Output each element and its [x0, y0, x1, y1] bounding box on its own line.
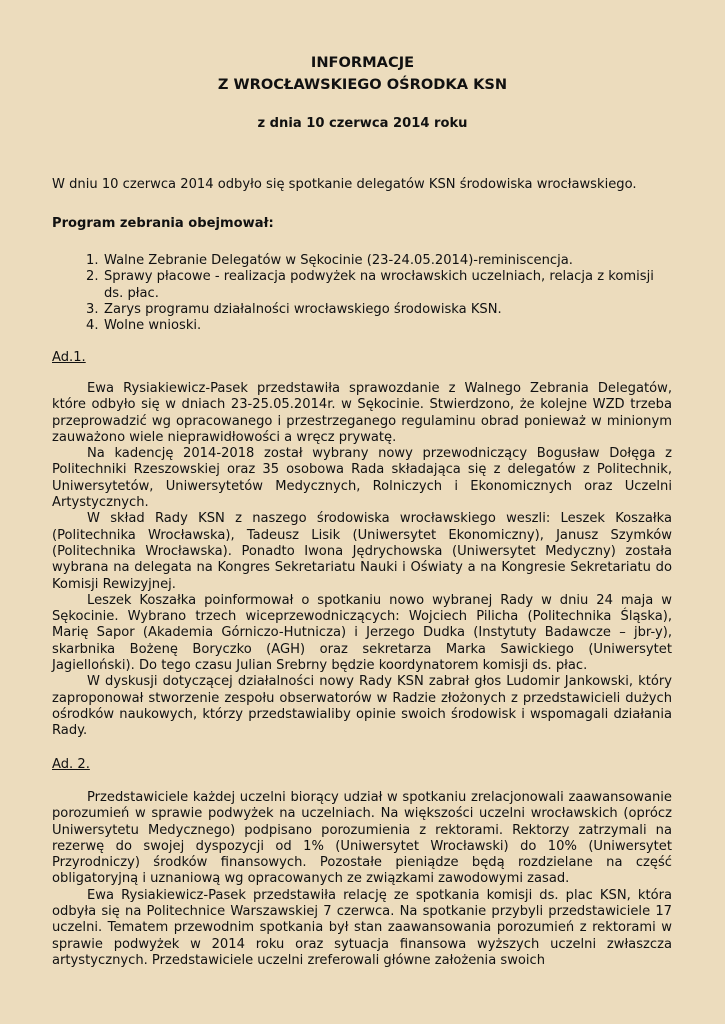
paragraph: Na kadencję 2014-2018 został wybrany nowy przewodniczący Bogusław Dołęga z Politechniki Rzeszowskiej oraz 35 osobowa Rada składająca się z delegatów z Politechnik, Uniwersytetów, Uniwersytetów Medycznych, Rolniczych i Ekonomicznych oraz Uczelni Artystycznych. [52, 446, 672, 511]
paragraph: Leszek Koszałka poinformował o spotkaniu nowo wybranej Rady w dniu 24 maja w Sękocinie. Wybrano trzech wiceprzewodniczących: Wojciech Pilicha (Politechnika Śląska), Marię Sapor (Akademia Górniczo-Hutnicza) i Jerzego Dudka (Instytuty Badawcze – jbr-y), skarbnika Bożenę Boryczko (AGH) oraz sekretarza Marka Sawickiego (Uniwersytet Jagielloński). Do tego czasu Julian Srebrny będzie koordynatorem komisji ds. płac. [52, 592, 672, 674]
agenda-item-number: 2. [86, 269, 99, 285]
program-heading: Program zebrania obejmował: [52, 216, 274, 231]
agenda-item-number: 4. [86, 318, 99, 334]
agenda-item [86, 318, 676, 334]
section-heading-ad2: Ad. 2. [52, 757, 90, 772]
agenda-item-number: 3. [86, 301, 99, 317]
agenda-item-number: 1. [86, 253, 99, 268]
agenda-item [86, 269, 676, 302]
agenda-item-text: Sprawy płacowe - realizacja podwyżek na wrocławskich uczelniach, relacja z komisji ds. płac. [104, 269, 654, 301]
paragraph: Ewa Rysiakiewicz-Pasek przedstawiła relację ze spotkania komisji ds. plac KSN, która odbyła się na Politechnice Warszawskiej 7 czerwca. Na spotkanie przybyli przedstawiciele 17 uczelni. Tematem przewodnim spotkania był stan zaawansowania porozumień z rektorami w sprawie podwyżek w 2014 roku oraz sytuacja finansowa wyższych uczelni zwłaszcza artystycznych. Przedstawiciele uczelni zreferowali główne założenia swoich [52, 887, 672, 968]
agenda-list [86, 253, 676, 334]
section-ad2-body [52, 790, 672, 969]
section-heading-ad1: Ad.1. [52, 350, 86, 365]
agenda-item-text: Walne Zebranie Delegatów w Sękocinie (23-24.05.2014)-reminiscencja. [104, 253, 573, 268]
paragraph: W dyskusji dotyczącej działalności nowy Rady KSN zabrał głos Ludomir Jankowski, który zaproponował stworzenie zespołu obserwatorów w Radzie złożonych z przedstawicieli dużych ośrodków naukowych, którzy przedstawialiby opinie swoich środowisk i wspomagali działania Rady. [52, 674, 672, 739]
paragraph: Przedstawiciele każdej uczelni biorący udział w spotkaniu zrelacjonowali zaawansowanie porozumień w sprawie podwyżek na uczelniach. Na większości uczelni wrocławskich (oprócz Uniwersytetu Medycznego) podpisano porozumienia z rektorami. Rektorzy zatrzymali na rezerwę do swojej dyspozycji od 1% (Uniwersytet Wrocławski) do 10% (Uniwersytet Przyrodniczy) środków finansowych. Pozostałe pieniądze będą rozdzielane na część obligatoryjną i uznaniową wg opracowanych ze związkami zawodowymi zasad. [52, 790, 672, 887]
document-title-line-2: Z WROCŁAWSKIEGO OŚRODKA KSN [217, 76, 508, 93]
document-title-line-1: INFORMACJE [310, 54, 415, 71]
agenda-item-text: Wolne wnioski. [104, 318, 202, 334]
section-ad1-body [52, 381, 672, 740]
paragraph: Ewa Rysiakiewicz-Pasek przedstawiła sprawozdanie z Walnego Zebrania Delegatów, które odbyło się w dniach 23-25.05.2014r. w Sękocinie. Stwierdzono, że kolejne WZD trzeba przeprowadzić wg opracowanego i przestrzeganego regulaminu obrad ponieważ w minionym zauważono wiele nieprawidłowości a wręcz prywatę. [52, 381, 672, 445]
paragraph: W skład Rady KSN z naszego środowiska wrocławskiego weszli: Leszek Koszałka (Politechnika Wrocławska), Tadeusz Lisik (Uniwersytet Ekonomiczny), Janusz Szymków (Politechnika Wrocławska). Ponadto Iwona Jędrychowska (Uniwersytet Medyczny) została wybrana na delegata na Kongres Sekretariatu Nauki i Oświaty a na Kongresie Sekretariatu do Komisji Rewizyjnej. [52, 511, 672, 592]
agenda-item [86, 302, 676, 318]
document-date: z dnia 10 czerwca 2014 roku [257, 116, 468, 131]
agenda-item [86, 253, 676, 269]
intro-paragraph: W dniu 10 czerwca 2014 odbyło się spotkanie delegatów KSN środowiska wrocławskiego. [52, 177, 637, 192]
agenda-item-text: Zarys programu działalności wrocławskiego środowiska KSN. [104, 301, 502, 317]
